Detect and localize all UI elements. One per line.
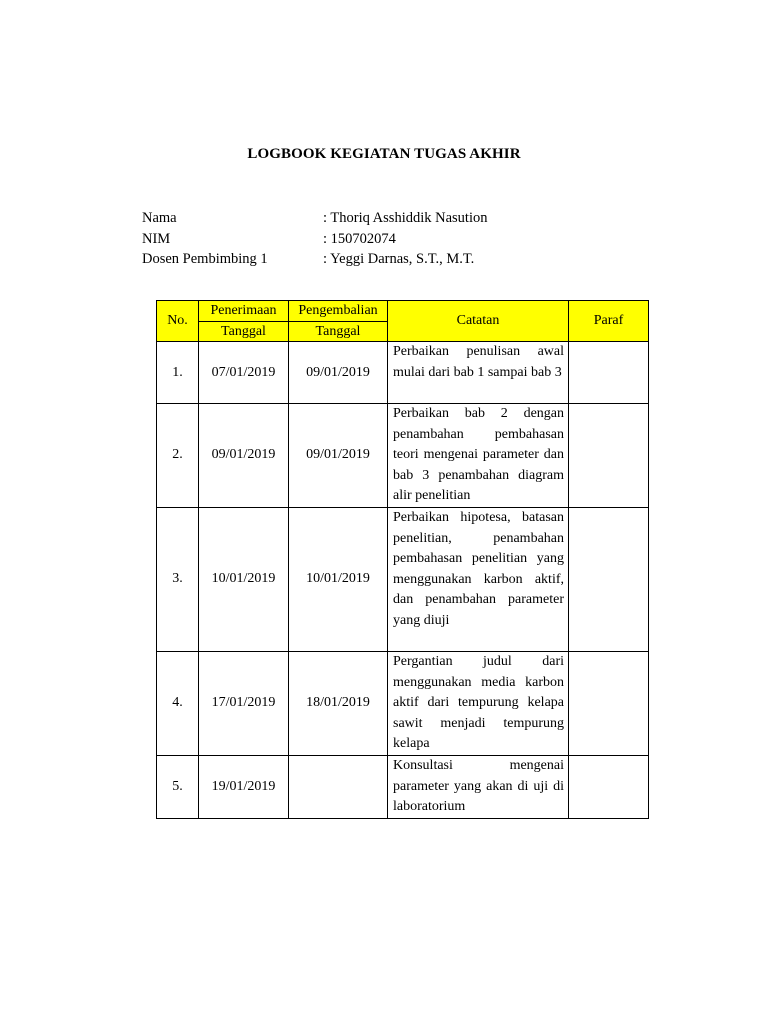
- cell-pengembalian: [289, 755, 388, 818]
- cell-penerimaan: 09/01/2019: [199, 404, 289, 508]
- info-label: NIM: [142, 230, 171, 247]
- table-row: [157, 404, 649, 508]
- cell-catatan: Pergantian judul dari menggunakan media karbon aktif dari tempurung kelapa sawit menjadi tempurung kelapa: [388, 651, 569, 755]
- cell-paraf: [569, 755, 649, 818]
- header-catatan: Catatan: [388, 301, 569, 342]
- info-value: : Thoriq Asshiddik Nasution: [323, 210, 488, 226]
- info-value: : Yeggi Darnas, S.T., M.T.: [323, 251, 475, 267]
- student-info: [142, 208, 487, 270]
- header-tanggal-penerimaan: Tanggal: [199, 322, 289, 342]
- table-row: [157, 755, 649, 818]
- table-row: [157, 342, 649, 404]
- cell-penerimaan: 07/01/2019: [199, 342, 289, 404]
- cell-pengembalian: 18/01/2019: [289, 651, 388, 755]
- cell-paraf: [569, 342, 649, 404]
- info-label: Dosen Pembimbing 1: [142, 251, 268, 267]
- cell-catatan: Perbaikan bab 2 dengan penambahan pembahasan teori mengenai parameter dan bab 3 penambahan diagram alir penelitian: [388, 404, 569, 508]
- page-title: LOGBOOK KEGIATAN TUGAS AKHIR: [247, 146, 521, 162]
- cell-paraf: [569, 404, 649, 508]
- info-value: : 150702074: [323, 230, 396, 247]
- table-row: [157, 651, 649, 755]
- logbook-table: [156, 300, 649, 819]
- cell-penerimaan: 10/01/2019: [199, 507, 289, 651]
- info-row-nama: [142, 208, 487, 229]
- header-penerimaan: Penerimaan: [199, 301, 289, 322]
- cell-no: 1.: [157, 342, 199, 404]
- cell-paraf: [569, 507, 649, 651]
- cell-penerimaan: 17/01/2019: [199, 651, 289, 755]
- cell-no: 5.: [157, 755, 199, 818]
- header-tanggal-pengembalian: Tanggal: [289, 322, 388, 342]
- cell-no: 3.: [157, 507, 199, 651]
- header-paraf: Paraf: [569, 301, 649, 342]
- cell-pengembalian: 09/01/2019: [289, 404, 388, 508]
- info-row-dosen: [142, 249, 487, 270]
- table-row: [157, 507, 649, 651]
- cell-no: 4.: [157, 651, 199, 755]
- cell-catatan: Perbaikan hipotesa, batasan penelitian, penambahan pembahasan penelitian yang menggunakan karbon aktif, dan penambahan parameter yang diuji: [388, 507, 569, 651]
- info-label: Nama: [142, 210, 177, 226]
- header-pengembalian: Pengembalian: [289, 301, 388, 322]
- cell-pengembalian: 09/01/2019: [289, 342, 388, 404]
- cell-catatan: Konsultasi mengenai parameter yang akan di uji di laboratorium: [388, 755, 569, 818]
- cell-no: 2.: [157, 404, 199, 508]
- header-no: No.: [157, 301, 199, 342]
- cell-paraf: [569, 651, 649, 755]
- cell-penerimaan: 19/01/2019: [199, 755, 289, 818]
- info-row-nim: [142, 229, 487, 250]
- cell-catatan: Perbaikan penulisan awal mulai dari bab 1 sampai bab 3: [388, 342, 569, 404]
- cell-pengembalian: 10/01/2019: [289, 507, 388, 651]
